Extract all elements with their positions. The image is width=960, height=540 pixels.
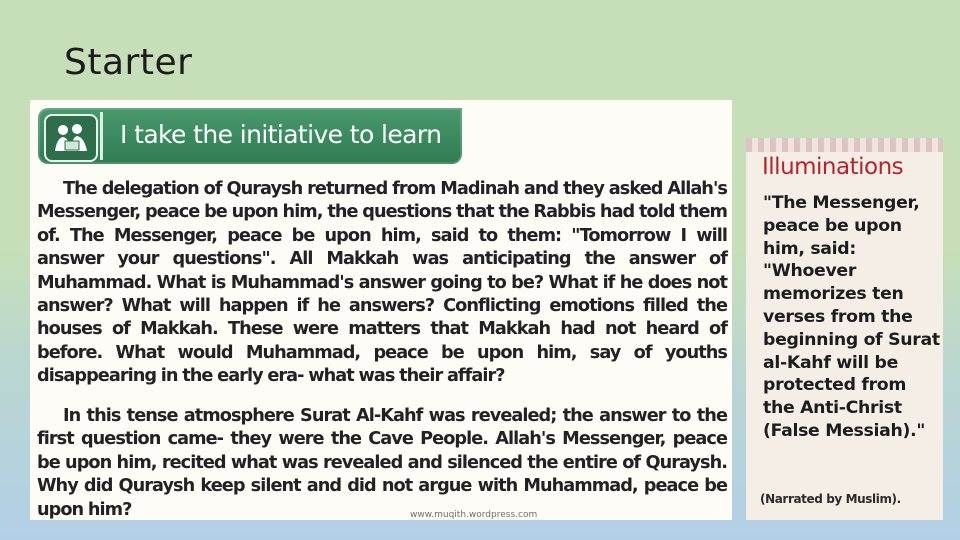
header-divider (100, 112, 103, 160)
lesson-panel (30, 100, 732, 520)
decorative-border (746, 138, 943, 152)
student-reading-icon (44, 114, 98, 162)
watermark-url: www.muqith.wordpress.com (410, 510, 538, 520)
hadith-quote: "The Messenger, peace be upon him, said: "Whoever memorizes ten verses from the beginning of Surat al-Kahf will be protected from the Anti-Christ (False Messiah)." (763, 193, 940, 441)
illuminations-title: Illuminations (762, 154, 904, 180)
lesson-paragraph-1: The delegation of Quraysh returned from Madinah and they asked Allah's Messenger, peace be upon him, the questions that the Rabbis had told them of. The Messenger, peace be upon him, said to them: "Tomorrow I will answer your questions". All Makkah was anticipating the answer of Muhammad. What is Muhammad's answer going to be? What if he does not answer? What will happen if he answers? Conflicting emotions filled the houses of Makkah. These were matters that Makkah had not heard of before. What would Muhammad, peace be upon him, say of youths disappearing in the early era- what was their affair? (37, 179, 727, 387)
lesson-paragraph-2: In this tense atmosphere Surat Al-Kahf was revealed; the answer to the first question came- they were the Cave People. Allah's Messenger, peace be upon him, recited what was revealed and silenced the entire of Quraysh. Why did Quraysh keep silent and did not argue with Muhammad, peace be upon him? (37, 406, 727, 520)
illuminations-panel (746, 138, 943, 520)
lesson-header-banner (38, 108, 462, 164)
slide-title: Starter (64, 42, 193, 83)
hadith-source: (Narrated by Muslim). (760, 492, 901, 506)
lesson-header-title: I take the initiative to learn (120, 120, 442, 149)
